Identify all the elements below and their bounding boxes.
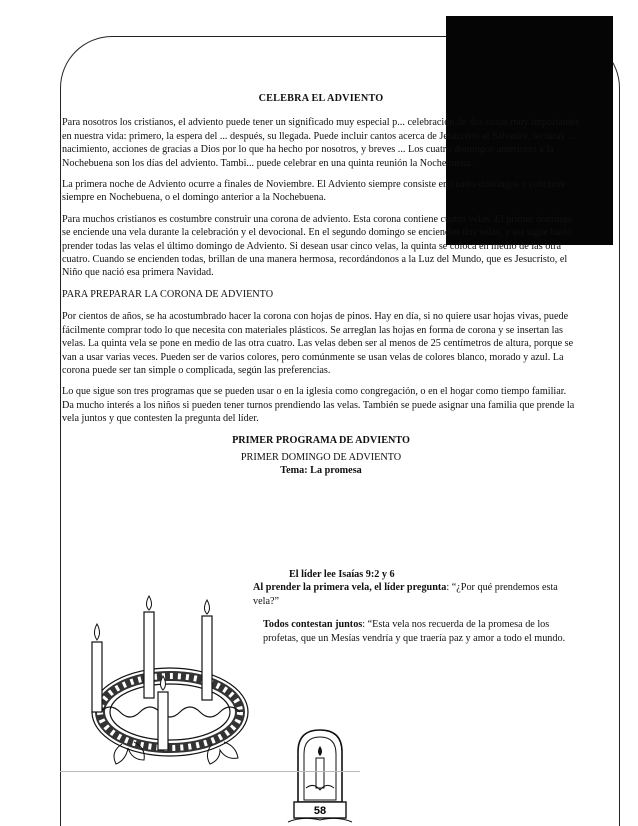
program-subtitle: PRIMER DOMINGO DE ADVIENTO [240,451,402,463]
page-number: 58 [313,805,327,817]
wreath-ring [92,668,248,756]
main-content [62,92,580,478]
question-text: : “¿Por qué prendemos esta vela?” [253,582,558,607]
leader-reading: El líder lee Isaías 9:2 y 6 [289,569,395,580]
advent-start-paragraph: La primera noche de Adviento ocurre a finales de Noviembre. El Adviento siempre consiste en cuatro domingos y concluye siempre en Nochebuena, o el domingo anterior a la Nochebuena. [62,179,566,204]
wreath-prep-paragraph: Por cientos de años, se ha acostumbrado hacer la corona con hojas de pinos. Hay en día, si no quiere usar hojas vivas, puede fácilmente comprar todo lo que necesita con materiales plásticos. Se arreglan las hojas en forma de corona y se insertan las velas. La quinta vela se pone en medio de las otra cuatro. Las velas deben ser al menos de 25 centímetros de altura, porque se van a usar varias veces. Pueden ser de varios colores, pero comúnmente se usan velas de colores blanco, morado y azul. La corona puede ser tan simple o complicada, según las preferencias. [62,311,574,376]
advent-wreath-illustration [82,594,252,769]
intro-paragraph: Para nosotros los cristianos, el adviento puede tener un significado muy especial p... celebración de dos cosas muy importantes en nuestra vida: primero, la espera del ... después, su llegada. Puede incluir cantos acerca de Jesucristo el Salvador, lecturas ... nacimiento, acciones de gracias a Dios por lo que ha hecho por nosotros, y breves ... Los cuatro domingos anteriores a la Nochebuena son los días del adviento. Tambi... puede celebrar en una quinta reunión la Nochebuena. [62,117,580,169]
footer-rule [60,771,360,772]
answer-text: : “Esta vela nos recuerda de la promesa de los profetas, que un Mesías vendría y que traería paz y amor a todo el mundo. [263,619,566,644]
leader-question [253,581,573,608]
programs-intro-paragraph: Lo que sigue son tres programas que se pueden usar o en la iglesia como congregación, o en el hogar como tiempo familiar. Da mucho interés a los niños si pueden tener turnos prendiendo las velas. También se puede asignar una familia que prende la vela juntos y que contesten la pregunta del líder. [62,386,575,425]
page-number-badge [284,722,356,826]
group-answer [253,618,573,645]
question-label: Al prender la primera vela, el líder pregunta [253,582,447,594]
program-right-column [253,568,573,645]
page-title: CELEBRA EL ADVIENTO [258,93,384,104]
wreath-custom-paragraph: Para muchos cristianos es costumbre construir una corona de adviento. Esta corona contiene cuatro velas. El primer domingo se enciende una vela durante la celebración y el devocional. En el segundo domingo se encienden dos velas, y así sigue hasta prender todas las velas el último domingo de Adviento. Si desean usar cinco velas, la quinta se coloca en medio de las otra cuatro. Cuando se encienden todas, brillan de una manera hermosa, recordándonos a la Luz del Mundo, que es Jesucristo, el Niño que nació esa primera Navidad. [62,213,573,279]
answer-label: Todos contestan juntos [263,619,363,631]
program-theme: Tema: La promesa [280,465,362,477]
section-title: PARA PREPARAR LA CORONA DE ADVIENTO [62,288,274,300]
program-title: PRIMER PROGRAMA DE ADVIENTO [232,434,410,446]
